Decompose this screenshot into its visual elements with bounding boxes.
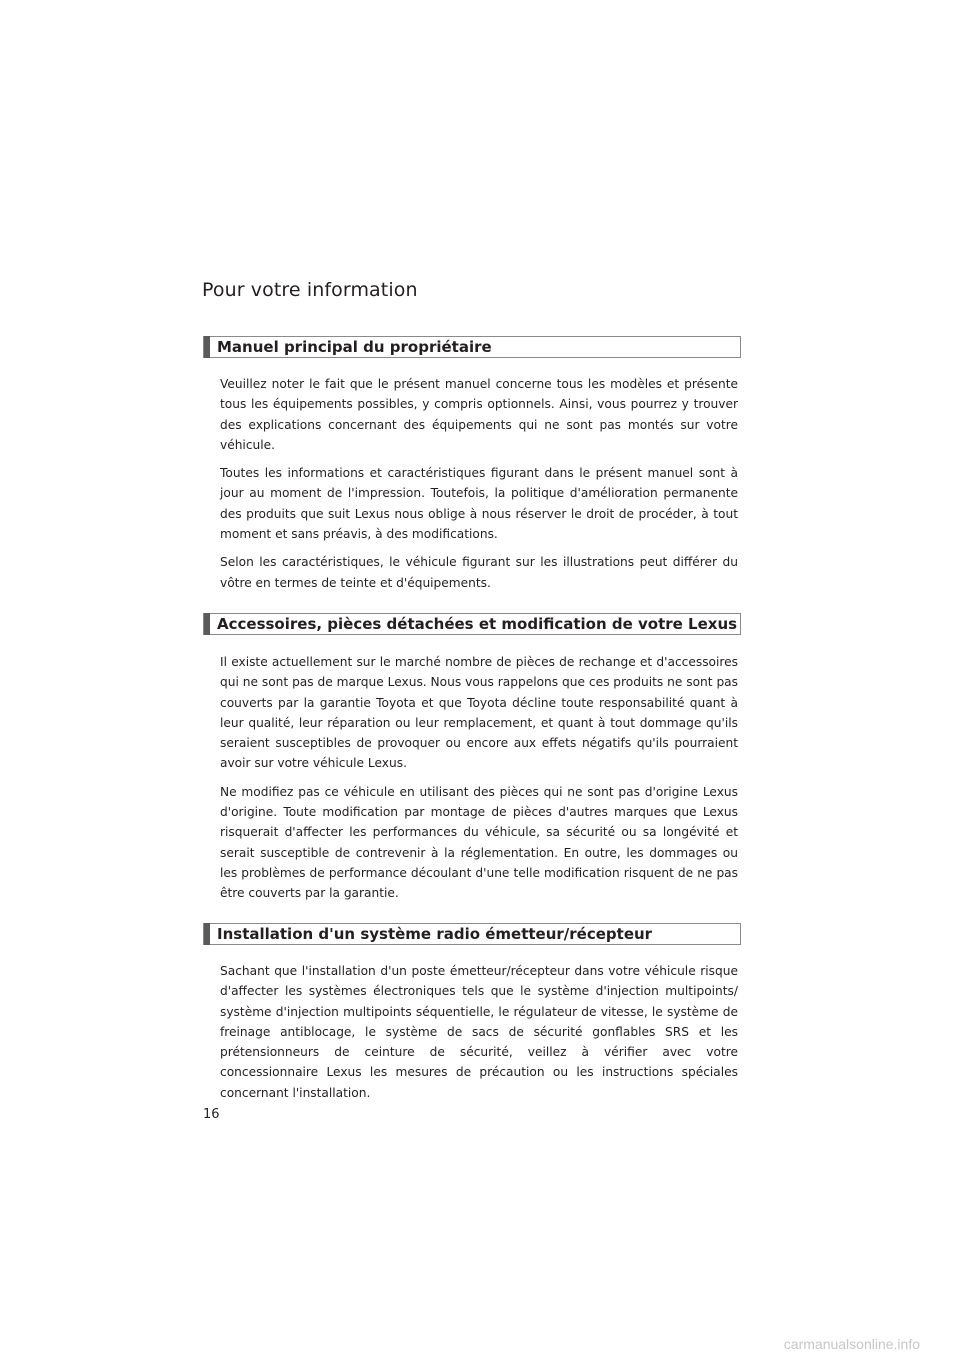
page-title: Pour votre information: [202, 279, 418, 301]
section-heading: Accessoires, pièces détachées et modification de votre Lexus: [217, 615, 738, 633]
paragraph: Il existe actuellement sur le marché nombre de pièces de rechange et d'accessoires qui ne sont pas de marque Lexus. Nous vous rappelons que ces produits ne sont pas couverts par la garantie Toyota et que Toyota décline toute responsabilité quant à leur qualité, leur réparation ou leur remplacement, et quant à tout dommage qu'ils seraient susceptibles de provoquer ou encore aux effets négatifs qu'ils pourraient avoir sur votre véhicule Lexus.: [220, 655, 738, 771]
paragraph: Sachant que l'installation d'un poste émetteur/récepteur dans votre véhicule risque d'affecter les systèmes électroniques tels que le système d'injection multipoints/ système d'injection multipoints séquentielle, le régulateur de vitesse, le système de freinage antiblocage, le système de sacs de sécurité gonflables SRS et les prétensionneurs de ceinture de sécurité, veillez à vérifier avec votre concessionnaire Lexus les mesures de précaution ou les instructions spéciales concernant l'installation.: [220, 964, 738, 1100]
section-header-installation: [203, 923, 741, 945]
section-header-accessoires: [203, 613, 741, 635]
section-header-bar: [204, 613, 210, 635]
section-heading: Manuel principal du propriétaire: [217, 338, 492, 356]
section-body-installation: [220, 961, 738, 1103]
watermark: carmanualsonline.info: [783, 1336, 920, 1352]
page-number: 16: [203, 1107, 220, 1122]
section-heading: Installation d'un système radio émetteur/récepteur: [217, 925, 653, 943]
section-header-bar: [204, 923, 210, 945]
paragraph: Ne modifiez pas ce véhicule en utilisant des pièces qui ne sont pas d'origine Lexus d'origine. Toute modification par montage de pièces d'autres marques que Lexus risquerait d'affecter les performances du véhicule, sa sécurité ou sa longévité et serait susceptible de contrevenir à la réglementation. En outre, les dommages ou les problèmes de performance découlant d'une telle modification risquent de ne pas être couverts par la garantie.: [220, 784, 738, 901]
paragraph: Selon les caractéristiques, le véhicule figurant sur les illustrations peut différer du vôtre en termes de teinte et d'équipements.: [220, 555, 738, 590]
section-body-manuel: [220, 374, 738, 593]
section-header-manuel: [203, 336, 741, 358]
section-body-accessoires: [220, 652, 738, 904]
paragraph: Veuillez noter le fait que le présent manuel concerne tous les modèles et présente tous les équipements possibles, y compris optionnels. Ainsi, vous pourrez y trouver des explications concernant des équipements qui ne sont pas montés sur votre véhicule.: [220, 377, 738, 452]
section-header-bar: [204, 336, 210, 358]
paragraph: Toutes les informations et caractéristiques figurant dans le présent manuel sont à jour au moment de l'impression. Toutefois, la politique d'amélioration permanente des produits que suit Lexus nous oblige à nous réserver le droit de procéder, à tout moment et sans préavis, à des modifications.: [220, 466, 738, 542]
